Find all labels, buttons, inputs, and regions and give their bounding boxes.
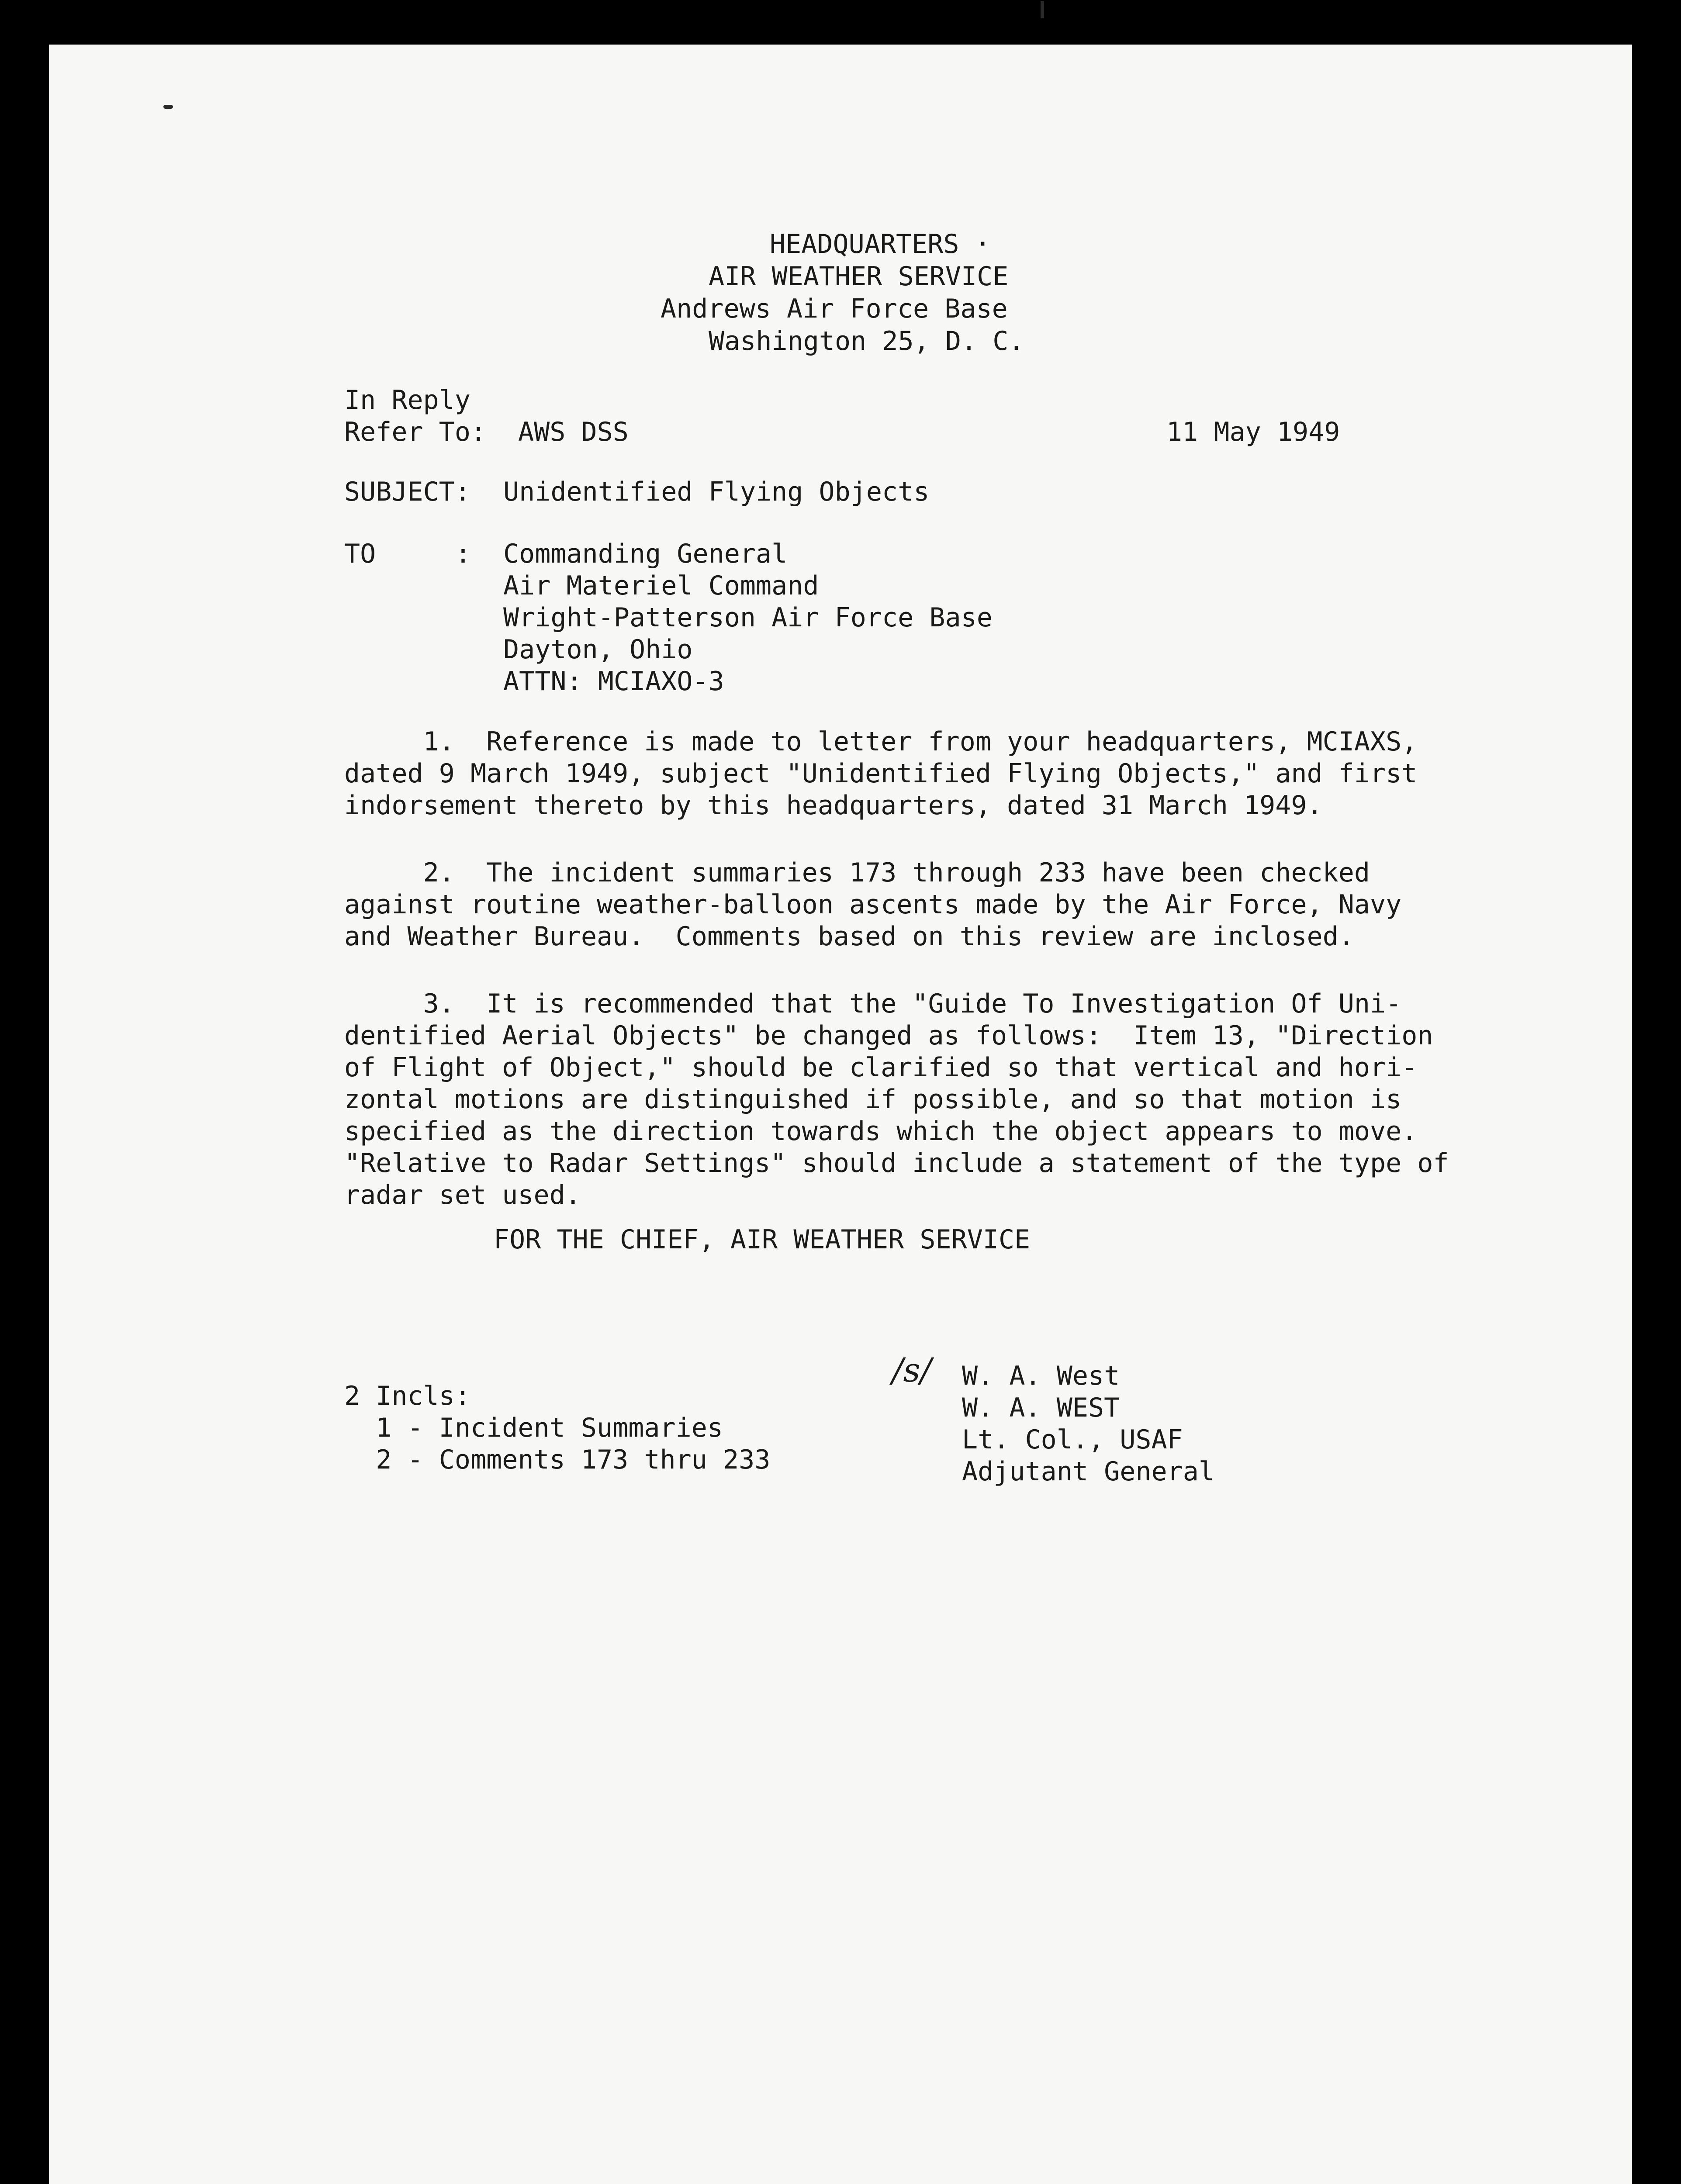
letterhead — [608, 228, 1024, 357]
paragraph-line: and Weather Bureau. Comments based on this review are inclosed. — [344, 921, 1354, 952]
paragraph-line: against routine weather-balloon ascents made by the Air Force, Navy — [344, 889, 1402, 920]
scan-mark-top — [1041, 1, 1044, 18]
to-colon: : — [455, 539, 471, 569]
paragraph-line: radar set used. — [344, 1180, 581, 1210]
to-label: TO — [344, 539, 376, 569]
closing-line: FOR THE CHIEF, AIR WEATHER SERVICE — [494, 1224, 1031, 1255]
reply-reference: AWS DSS — [518, 417, 629, 447]
paragraph-line: 3. It is recommended that the "Guide To Investigation Of Uni- — [344, 988, 1402, 1019]
letterhead-line: AIR WEATHER SERVICE — [709, 261, 1009, 292]
paragraph-1 — [344, 726, 1417, 822]
subject-value: Unidentified Flying Objects — [503, 477, 930, 507]
paragraph-line: specified as the direction towards which the object appears to move. — [344, 1116, 1418, 1147]
addressee-line: Commanding General — [503, 539, 788, 569]
letterhead-line: Washington 25, D. C. — [709, 326, 1024, 356]
addressee-line: Air Materiel Command — [503, 570, 819, 601]
addressee-line: ATTN: MCIAXO-3 — [503, 666, 724, 697]
paragraph-line: of Flight of Object," should be clarified so that vertical and hori- — [344, 1052, 1418, 1083]
reply-label: Refer To: — [344, 417, 487, 447]
paragraph-line: dated 9 March 1949, subject "Unidentified Flying Objects," and first — [344, 758, 1418, 789]
enclosures-block — [344, 1380, 770, 1476]
paragraph-2 — [344, 857, 1401, 953]
letterhead-line: Andrews Air Force Base — [661, 294, 1008, 324]
reply-line: In Reply — [344, 385, 470, 415]
paragraph-line: indorsement thereto by this headquarters, dated 31 March 1949. — [344, 790, 1323, 821]
letterhead-line: HEADQUARTERS · — [770, 229, 991, 259]
enclosures-header: 2 Incls: — [344, 1381, 470, 1411]
paragraph-line: 2. The incident summaries 173 through 233 have been checked — [344, 857, 1370, 888]
signature-mark: /s/ — [892, 1351, 932, 1389]
paragraph-3 — [344, 988, 1449, 1211]
paragraph-line: zontal motions are distinguished if possible, and so that motion is — [344, 1084, 1402, 1115]
signature-line: W. A. WEST — [962, 1393, 1120, 1423]
paragraph-line: "Relative to Radar Settings" should include a statement of the type of — [344, 1148, 1449, 1178]
paragraph-line: dentified Aerial Objects" be changed as follows: Item 13, "Direction — [344, 1020, 1433, 1051]
paragraph-line: 1. Reference is made to letter from your headquarters, MCIAXS, — [344, 726, 1418, 757]
addressee-block — [503, 538, 993, 698]
subject-label: SUBJECT: — [344, 477, 470, 507]
enclosure-item: 2 - Comments 173 thru 233 — [344, 1444, 771, 1475]
addressee-line: Dayton, Ohio — [503, 634, 693, 665]
signature-line: Adjutant General — [962, 1456, 1214, 1487]
enclosure-item: 1 - Incident Summaries — [344, 1413, 723, 1443]
addressee-line: Wright-Patterson Air Force Base — [503, 602, 993, 633]
signature-line: W. A. West — [962, 1361, 1120, 1391]
document-page — [49, 45, 1632, 2184]
signature-block — [962, 1360, 1214, 1488]
letter-date: 11 May 1949 — [1166, 417, 1340, 447]
scan-mark-left — [163, 105, 173, 109]
signature-line: Lt. Col., USAF — [962, 1424, 1183, 1455]
